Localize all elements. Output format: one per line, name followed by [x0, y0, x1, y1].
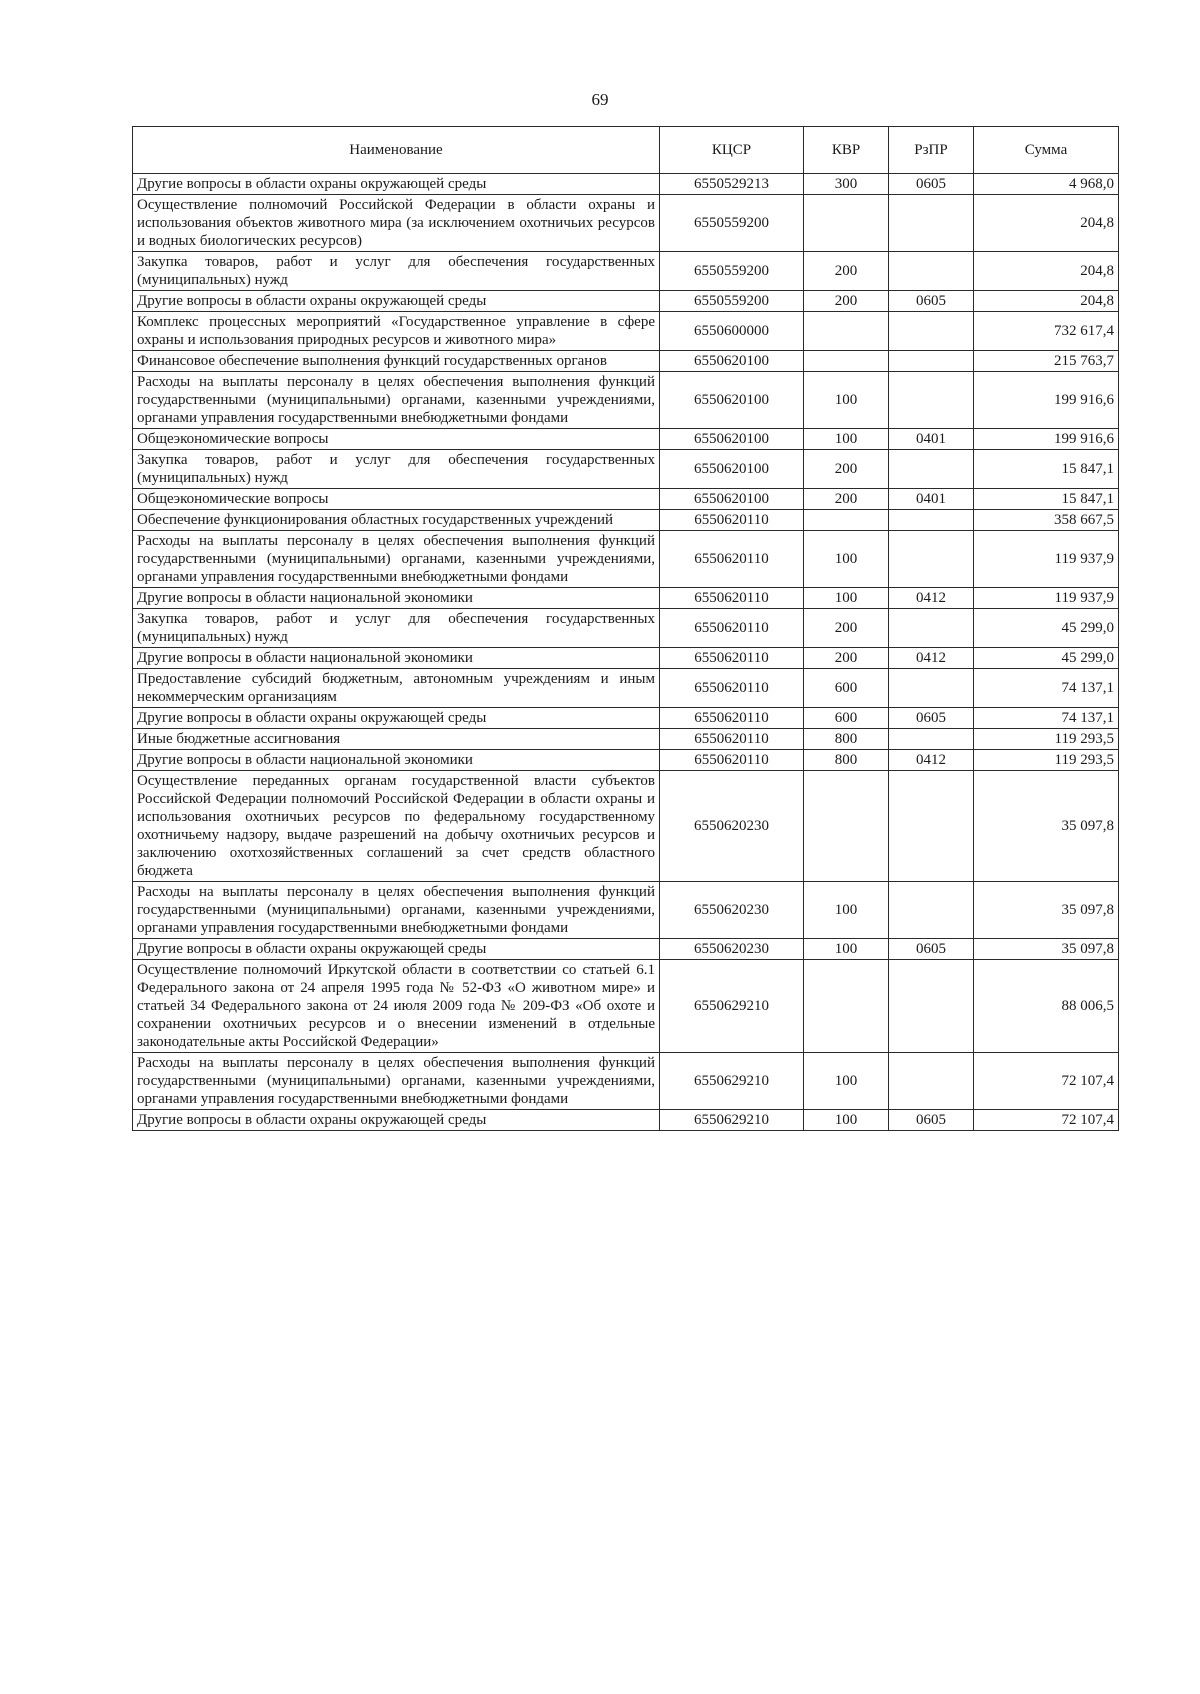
row-name: Осуществление переданных органам государственной власти субъектов Российской Федерации полномочий Российской Федерации в области охраны и использования охотничьих ресурсов по федеральному государственному охотничьему надзору, выдаче разрешений на добычу охотничьих ресурсов и заключению охотхозяйственных соглашений за счет средств областного бюджета	[133, 771, 660, 882]
table-row	[133, 510, 1119, 531]
row-rzpr	[889, 372, 974, 429]
row-code: 6550620100	[660, 429, 804, 450]
row-kvr: 200	[804, 252, 889, 291]
row-name: Расходы на выплаты персоналу в целях обеспечения выполнения функций государственными (муниципальными) органами, казенными учреждениями, органами управления государственными внебюджетными фондами	[133, 882, 660, 939]
row-code: 6550620110	[660, 729, 804, 750]
row-kvr: 100	[804, 588, 889, 609]
table-row	[133, 252, 1119, 291]
row-sum: 4 968,0	[974, 174, 1119, 195]
row-sum: 358 667,5	[974, 510, 1119, 531]
row-code: 6550620100	[660, 450, 804, 489]
row-sum: 119 293,5	[974, 729, 1119, 750]
row-rzpr	[889, 510, 974, 531]
row-code: 6550620110	[660, 669, 804, 708]
row-sum: 45 299,0	[974, 609, 1119, 648]
row-sum: 119 293,5	[974, 750, 1119, 771]
row-kvr: 600	[804, 669, 889, 708]
row-rzpr: 0605	[889, 174, 974, 195]
table-row	[133, 450, 1119, 489]
row-sum: 72 107,4	[974, 1053, 1119, 1110]
row-rzpr: 0605	[889, 708, 974, 729]
row-name: Другие вопросы в области национальной экономики	[133, 588, 660, 609]
row-sum: 15 847,1	[974, 450, 1119, 489]
row-kvr: 200	[804, 648, 889, 669]
row-code: 6550620110	[660, 588, 804, 609]
row-sum: 199 916,6	[974, 429, 1119, 450]
row-rzpr: 0401	[889, 489, 974, 510]
row-name: Комплекс процессных мероприятий «Государственное управление в сфере охраны и использования природных ресурсов и животного мира»	[133, 312, 660, 351]
row-name: Предоставление субсидий бюджетным, автономным учреждениям и иным некоммерческим организациям	[133, 669, 660, 708]
row-sum: 35 097,8	[974, 771, 1119, 882]
row-kvr: 800	[804, 729, 889, 750]
row-name: Закупка товаров, работ и услуг для обеспечения государственных (муниципальных) нужд	[133, 450, 660, 489]
row-name: Расходы на выплаты персоналу в целях обеспечения выполнения функций государственными (муниципальными) органами, казенными учреждениями, органами управления государственными внебюджетными фондами	[133, 531, 660, 588]
row-rzpr: 0605	[889, 291, 974, 312]
row-kvr: 200	[804, 489, 889, 510]
row-name: Другие вопросы в области охраны окружающей среды	[133, 1110, 660, 1131]
table-row	[133, 669, 1119, 708]
row-rzpr: 0401	[889, 429, 974, 450]
table-row	[133, 312, 1119, 351]
row-sum: 35 097,8	[974, 939, 1119, 960]
page-number: 69	[591, 90, 609, 109]
table-row	[133, 291, 1119, 312]
row-kvr: 100	[804, 429, 889, 450]
row-rzpr	[889, 252, 974, 291]
header-row	[133, 127, 1119, 174]
row-rzpr	[889, 729, 974, 750]
row-code: 6550559200	[660, 195, 804, 252]
row-rzpr	[889, 609, 974, 648]
row-name: Другие вопросы в области охраны окружающей среды	[133, 708, 660, 729]
row-code: 6550620110	[660, 708, 804, 729]
table-row	[133, 489, 1119, 510]
table-row	[133, 960, 1119, 1053]
row-kvr	[804, 510, 889, 531]
row-name: Финансовое обеспечение выполнения функций государственных органов	[133, 351, 660, 372]
table-row	[133, 195, 1119, 252]
row-sum: 45 299,0	[974, 648, 1119, 669]
row-rzpr	[889, 312, 974, 351]
row-code: 6550620100	[660, 351, 804, 372]
row-name: Общеэкономические вопросы	[133, 489, 660, 510]
row-code: 6550529213	[660, 174, 804, 195]
row-kvr	[804, 195, 889, 252]
row-name: Осуществление полномочий Российской Федерации в области охраны и использования объектов животного мира (за исключением охотничьих ресурсов и водных биологических ресурсов)	[133, 195, 660, 252]
row-kvr: 200	[804, 291, 889, 312]
row-sum: 204,8	[974, 252, 1119, 291]
row-code: 6550559200	[660, 291, 804, 312]
row-code: 6550620110	[660, 750, 804, 771]
row-rzpr: 0412	[889, 648, 974, 669]
row-sum: 74 137,1	[974, 708, 1119, 729]
row-kvr	[804, 312, 889, 351]
row-code: 6550629210	[660, 1053, 804, 1110]
row-rzpr	[889, 351, 974, 372]
row-kvr: 100	[804, 939, 889, 960]
row-name: Закупка товаров, работ и услуг для обеспечения государственных (муниципальных) нужд	[133, 609, 660, 648]
row-sum: 15 847,1	[974, 489, 1119, 510]
header-rzpr: РзПР	[889, 127, 974, 174]
row-rzpr	[889, 669, 974, 708]
row-name: Другие вопросы в области охраны окружающей среды	[133, 174, 660, 195]
header-kvr: КВР	[804, 127, 889, 174]
row-code: 6550620100	[660, 489, 804, 510]
row-kvr: 800	[804, 750, 889, 771]
table-row	[133, 648, 1119, 669]
row-rzpr	[889, 1053, 974, 1110]
row-rzpr	[889, 450, 974, 489]
row-sum: 199 916,6	[974, 372, 1119, 429]
row-rzpr: 0605	[889, 939, 974, 960]
row-code: 6550620230	[660, 771, 804, 882]
row-name: Расходы на выплаты персоналу в целях обеспечения выполнения функций государственными (муниципальными) органами, казенными учреждениями, органами управления государственными внебюджетными фондами	[133, 372, 660, 429]
row-sum: 119 937,9	[974, 588, 1119, 609]
row-rzpr	[889, 771, 974, 882]
row-kvr	[804, 351, 889, 372]
table-row	[133, 729, 1119, 750]
row-kvr: 100	[804, 372, 889, 429]
table-row	[133, 1053, 1119, 1110]
row-code: 6550600000	[660, 312, 804, 351]
row-code: 6550620110	[660, 648, 804, 669]
row-kvr: 200	[804, 609, 889, 648]
table-row	[133, 771, 1119, 882]
row-kvr	[804, 960, 889, 1053]
row-sum: 74 137,1	[974, 669, 1119, 708]
row-code: 6550629210	[660, 1110, 804, 1131]
row-kvr: 100	[804, 882, 889, 939]
row-rzpr	[889, 882, 974, 939]
row-code: 6550559200	[660, 252, 804, 291]
row-rzpr	[889, 195, 974, 252]
row-sum: 119 937,9	[974, 531, 1119, 588]
table-row	[133, 429, 1119, 450]
table-row	[133, 588, 1119, 609]
row-rzpr	[889, 960, 974, 1053]
table-row	[133, 750, 1119, 771]
row-code: 6550620230	[660, 939, 804, 960]
row-name: Общеэкономические вопросы	[133, 429, 660, 450]
row-code: 6550620110	[660, 510, 804, 531]
row-name: Осуществление полномочий Иркутской области в соответствии со статьей 6.1 Федерального закона от 24 апреля 1995 года № 52-ФЗ «О животном мире» и статьей 34 Федерального закона от 24 июля 2009 года № 209-ФЗ «Об охоте и сохранении охотничьих ресурсов и о внесении изменений в отдельные законодательные акты Российской Федерации»	[133, 960, 660, 1053]
budget-table	[132, 126, 1119, 1131]
header-sum: Сумма	[974, 127, 1119, 174]
table-row	[133, 531, 1119, 588]
row-kvr: 100	[804, 531, 889, 588]
table-row	[133, 174, 1119, 195]
row-name: Иные бюджетные ассигнования	[133, 729, 660, 750]
row-name: Обеспечение функционирования областных государственных учреждений	[133, 510, 660, 531]
row-rzpr: 0605	[889, 1110, 974, 1131]
table-row	[133, 882, 1119, 939]
row-name: Другие вопросы в области национальной экономики	[133, 648, 660, 669]
row-name: Расходы на выплаты персоналу в целях обеспечения выполнения функций государственными (муниципальными) органами, казенными учреждениями, органами управления государственными внебюджетными фондами	[133, 1053, 660, 1110]
header-code: КЦСР	[660, 127, 804, 174]
table-row	[133, 708, 1119, 729]
row-sum: 88 006,5	[974, 960, 1119, 1053]
table-row	[133, 351, 1119, 372]
table-row	[133, 609, 1119, 648]
row-kvr: 100	[804, 1110, 889, 1131]
row-sum: 204,8	[974, 291, 1119, 312]
row-code: 6550629210	[660, 960, 804, 1053]
row-kvr	[804, 771, 889, 882]
row-kvr: 600	[804, 708, 889, 729]
row-code: 6550620100	[660, 372, 804, 429]
row-sum: 215 763,7	[974, 351, 1119, 372]
row-code: 6550620230	[660, 882, 804, 939]
row-name: Другие вопросы в области охраны окружающей среды	[133, 291, 660, 312]
table-row	[133, 939, 1119, 960]
table-row	[133, 1110, 1119, 1131]
row-kvr: 200	[804, 450, 889, 489]
row-code: 6550620110	[660, 531, 804, 588]
row-name: Другие вопросы в области национальной экономики	[133, 750, 660, 771]
row-sum: 204,8	[974, 195, 1119, 252]
row-name: Закупка товаров, работ и услуг для обеспечения государственных (муниципальных) нужд	[133, 252, 660, 291]
table-row	[133, 372, 1119, 429]
row-rzpr	[889, 531, 974, 588]
row-sum: 72 107,4	[974, 1110, 1119, 1131]
header-name: Наименование	[133, 127, 660, 174]
row-kvr: 100	[804, 1053, 889, 1110]
row-code: 6550620110	[660, 609, 804, 648]
row-sum: 35 097,8	[974, 882, 1119, 939]
row-name: Другие вопросы в области охраны окружающей среды	[133, 939, 660, 960]
row-kvr: 300	[804, 174, 889, 195]
row-rzpr: 0412	[889, 750, 974, 771]
row-rzpr: 0412	[889, 588, 974, 609]
row-sum: 732 617,4	[974, 312, 1119, 351]
